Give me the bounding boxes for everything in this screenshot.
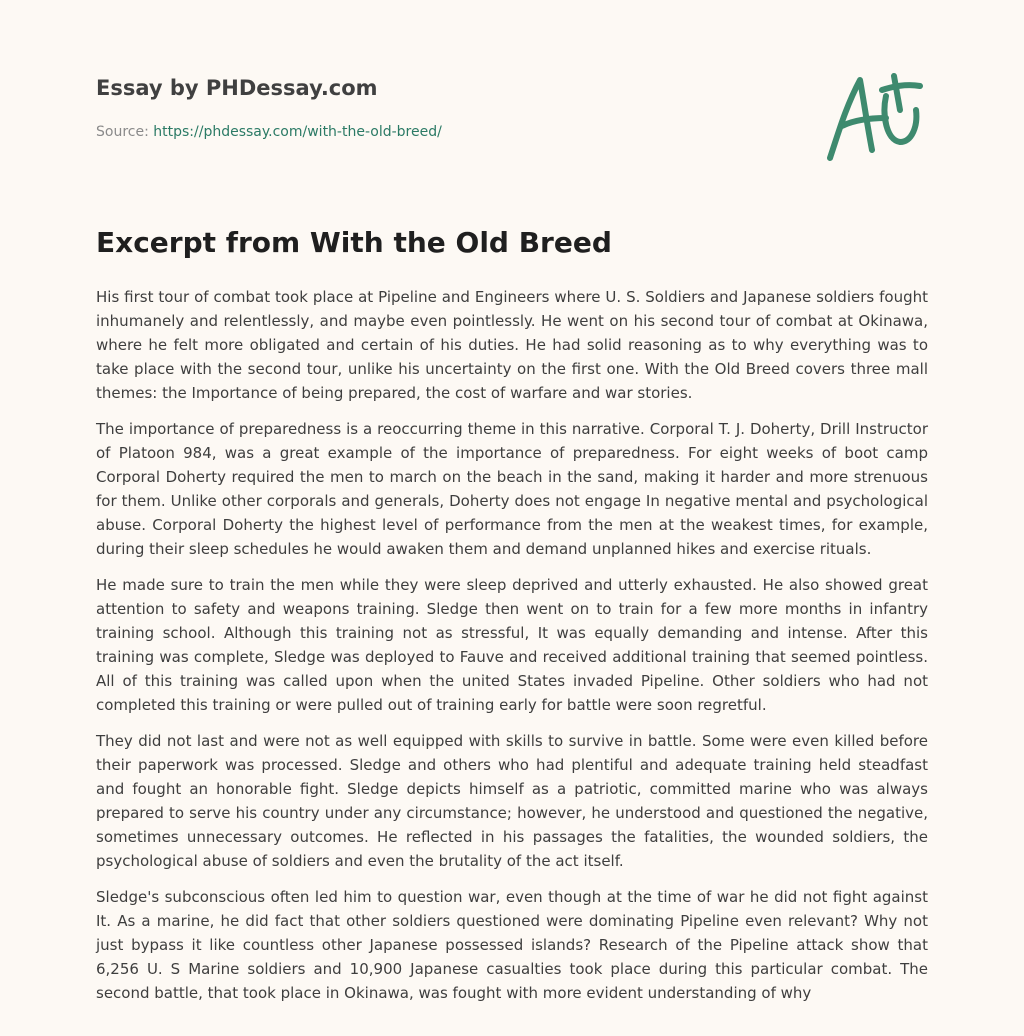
essay-paragraph: He made sure to train the men while they were sleep deprived and utterly exhausted. He also showed great attention to safety and weapons training. Sledge then went on to train for a few more months in infantry training school. Although this training not as stressful, It was equally demanding and intense. After this training was complete, Sledge was deployed to Fauve and received additional training that seemed pointless. All of this training was called upon when the united States invaded Pipeline. Other soldiers who had not completed this training or were pulled out of training early for battle were soon regretful.	[96, 576, 928, 714]
essay-body	[96, 285, 928, 1017]
essay-paragraph: They did not last and were not as well equipped with skills to survive in battle. Some were even killed before their paperwork was processed. Sledge and others who had plentiful and adequate training held steadfast and fought an honorable fight. Sledge depicts himself as a patriotic, committed marine who was always prepared to serve his country under any circumstance; however, he understood and questioned the negative, sometimes unnecessary outcomes. He reflected in his passages the fatalities, the wounded soldiers, the psychological abuse of soldiers and even the brutality of the act itself.	[96, 732, 928, 870]
source-link[interactable]: https://phdessay.com/with-the-old-breed/	[153, 124, 442, 140]
essay-paragraph: His first tour of combat took place at Pipeline and Engineers where U. S. Soldiers and Japanese soldiers fought inhumanely and relentlessly, and maybe even pointlessly. He went on his second tour of combat at Okinawa, where he felt more obligated and certain of his duties. He had solid reasoning as to why everything was to take place with the second tour, unlike his uncertainty on the first one. With the Old Breed covers three mall themes: the Importance of being prepared, the cost of warfare and war stories.	[96, 288, 928, 402]
a-plus-grade-logo-icon	[820, 66, 930, 166]
brand-title: Essay by PHDessay.com	[96, 76, 378, 100]
source-label: Source:	[96, 124, 154, 140]
source-line	[96, 124, 442, 140]
essay-title: Excerpt from With the Old Breed	[96, 226, 612, 259]
essay-paragraph: The importance of preparedness is a reoccurring theme in this narrative. Corporal T. J. Doherty, Drill Instructor of Platoon 984, was a great example of the importance of preparedness. For eight weeks of boot camp Corporal Doherty required the men to march on the beach in the sand, making it harder and more strenuous for them. Unlike other corporals and generals, Doherty does not engage In negative mental and psychological abuse. Corporal Doherty the highest level of performance from the men at the weakest times, for example, during their sleep schedules he would awaken them and demand unplanned hikes and exercise rituals.	[96, 420, 928, 558]
essay-paragraph: Sledge's subconscious often led him to question war, even though at the time of war he did not fight against It. As a marine, he did fact that other soldiers questioned were dominating Pipeline even relevant? Why not just bypass it like countless other Japanese possessed islands? Research of the Pipeline attack show that 6,256 U. S Marine soldiers and 10,900 Japanese casualties took place during this particular combat. The second battle, that took place in Okinawa, was fought with more evident understanding of why	[96, 888, 928, 1002]
